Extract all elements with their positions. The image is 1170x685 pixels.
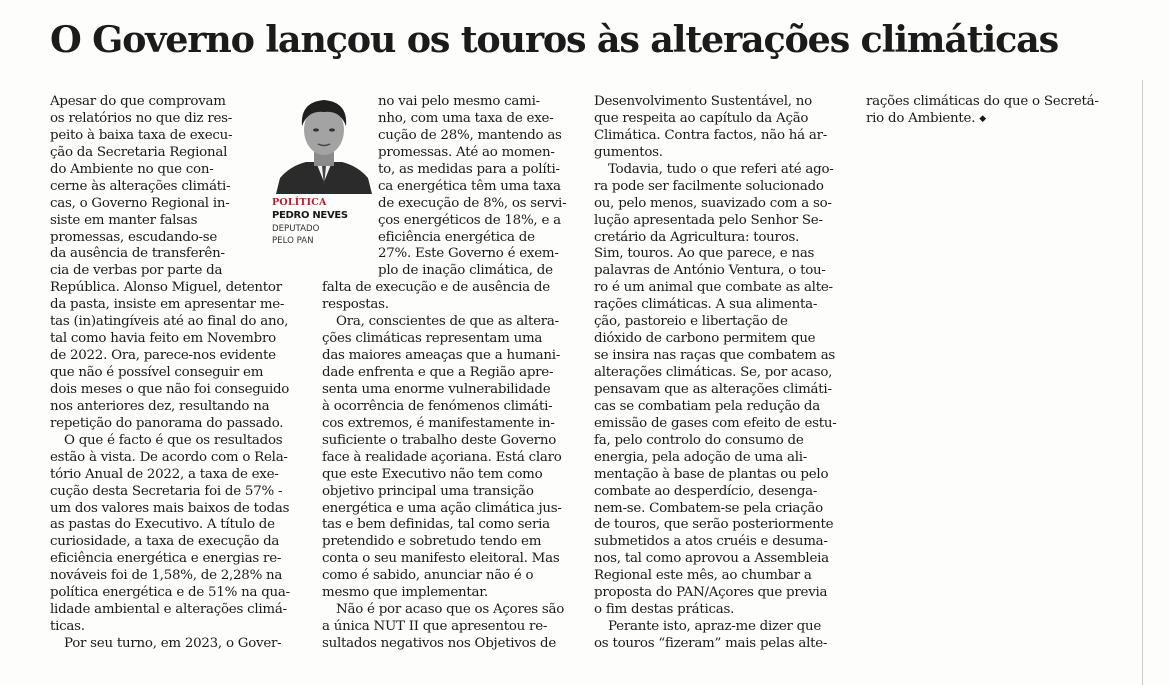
text-line: Não é por acaso que os Açores são bbox=[336, 602, 565, 618]
text-line: os touros “fizeram” mais pelas alte- bbox=[594, 636, 828, 651]
text-line: tório Anual de 2022, a taxa de exe- bbox=[50, 466, 279, 482]
text-line: das maiores ameaças que a humani- bbox=[322, 348, 561, 364]
text-line: ção da Secretaria Regional bbox=[50, 144, 228, 160]
text-line: submetidos a atos cruéis e desuma- bbox=[594, 534, 828, 550]
text-line: Desenvolvimento Sustentável, no bbox=[594, 94, 812, 109]
text-line: cas, o Governo Regional in- bbox=[50, 195, 230, 211]
text-line: tas (in)atingíveis até ao final do ano, bbox=[50, 314, 289, 330]
article-column-1 bbox=[50, 94, 300, 653]
text-line: no vai pelo mesmo cami- bbox=[378, 94, 540, 109]
text-line: nos, tal como aprovou a Assembleia bbox=[594, 551, 829, 567]
text-line: de execução de 8%, os servi- bbox=[378, 195, 567, 211]
text-line: estão à vista. De acordo com o Rela- bbox=[50, 449, 288, 465]
text-line: lidade ambiental e alterações climá- bbox=[50, 602, 287, 618]
text-line: ticas. bbox=[50, 619, 85, 635]
text-line: senta uma enorme vulnerabilidade bbox=[322, 381, 551, 397]
text-line: peito à baixa taxa de execu- bbox=[50, 127, 233, 143]
text-line: cretário da Agricultura: touros. bbox=[594, 229, 800, 245]
section-label: POLÍTICA bbox=[272, 197, 327, 208]
text-line: nos anteriores dez, resultando na bbox=[50, 398, 270, 414]
text-line: respostas. bbox=[322, 297, 389, 313]
text-line: ção, pastoreio e libertação de bbox=[594, 314, 788, 330]
text-line: sultados negativos nos Objetivos de bbox=[322, 636, 557, 651]
text-line: os relatórios no que diz res- bbox=[50, 110, 233, 126]
text-line: gumentos. bbox=[594, 144, 663, 160]
text-line: ca energética têm uma taxa bbox=[378, 178, 561, 194]
text-line: fa, pelo controlo do consumo de bbox=[594, 432, 804, 448]
text-line: cia de verbas por parte da bbox=[50, 263, 223, 279]
text-line: Apesar do que comprovam bbox=[50, 94, 226, 109]
text-line: rio do Ambiente. bbox=[866, 110, 976, 126]
text-line: Sim, touros. Ao que parece, e nas bbox=[594, 246, 815, 262]
text-line: emissão de gases com efeito de estu- bbox=[594, 415, 837, 431]
text-line: pensavam que as alterações climáti- bbox=[594, 381, 832, 397]
text-line: ções climáticas representam uma bbox=[322, 331, 543, 347]
author-role: DEPUTADO PELO PAN bbox=[272, 224, 320, 246]
text-line: conta o seu manifesto eleitoral. Mas bbox=[322, 551, 560, 567]
text-line: energética e uma ação climática jus- bbox=[322, 500, 562, 516]
text-line: objetivo principal uma transição bbox=[322, 483, 534, 499]
text-line: ços energéticos de 18%, e a bbox=[378, 212, 561, 228]
text-line: que este Executivo não tem como bbox=[322, 466, 543, 482]
article-column-3 bbox=[594, 94, 844, 653]
text-line: as pastas do Executivo. A título de bbox=[50, 517, 275, 533]
text-line: como é sabido, anunciar não é o bbox=[322, 568, 534, 584]
text-line: O que é facto é que os resultados bbox=[64, 432, 283, 448]
text-line: Climática. Contra factos, não há ar- bbox=[594, 127, 828, 143]
text-line: eficiência energética e energias re- bbox=[50, 551, 282, 567]
text-line: cerne às alterações climáti- bbox=[50, 178, 231, 194]
text-line: do Ambiente no que con- bbox=[50, 161, 214, 177]
text-line: ra pode ser facilmente solucionado bbox=[594, 178, 824, 194]
text-line: ou, pelo menos, suavizado com a so- bbox=[594, 195, 832, 211]
text-line: da ausência de transferên- bbox=[50, 246, 225, 262]
article-column-4 bbox=[866, 94, 1116, 128]
text-line: Por seu turno, em 2023, o Gover- bbox=[64, 636, 282, 651]
text-line: nho, com uma taxa de exe- bbox=[378, 110, 554, 126]
text-line: dióxido de carbono permitem que bbox=[594, 331, 816, 347]
text-line: Ora, conscientes de que as altera- bbox=[336, 314, 559, 330]
text-line: cução desta Secretaria foi de 57% - bbox=[50, 483, 283, 499]
headline: O Governo lançou os touros às alterações climáticas bbox=[50, 18, 1058, 61]
text-line: promessas, escudando-se bbox=[50, 229, 218, 245]
text-line: promessas. Até ao momen- bbox=[378, 144, 555, 160]
text-line: República. Alonso Miguel, detentor bbox=[50, 280, 282, 296]
text-line: eficiência energética de bbox=[378, 229, 535, 245]
text-line: palavras de António Ventura, o tou- bbox=[594, 263, 826, 279]
text-line: combate ao desperdício, desenga- bbox=[594, 483, 818, 499]
text-line: proposta do PAN/Açores que previa bbox=[594, 585, 828, 601]
text-line: cos extremos, é manifestamente in- bbox=[322, 415, 555, 431]
text-line: lução apresentada pelo Senhor Se- bbox=[594, 212, 823, 228]
text-line: pretendido e sobretudo tendo em bbox=[322, 534, 542, 550]
text-line: rações climáticas. A sua alimenta- bbox=[594, 297, 818, 313]
text-line: energia, pela adoção de uma ali- bbox=[594, 449, 808, 465]
text-line: da pasta, insiste em apresentar me- bbox=[50, 297, 285, 313]
text-line: face à realidade açoriana. Está claro bbox=[322, 449, 562, 465]
text-line: nováveis foi de 1,58%, de 2,28% na bbox=[50, 568, 283, 584]
text-line: rações climáticas do que o Secretá- bbox=[866, 94, 1099, 109]
author-name: PEDRO NEVES bbox=[272, 210, 348, 221]
text-line: à ocorrência de fenómenos climáti- bbox=[322, 398, 553, 414]
text-line: dois meses o que não foi conseguido bbox=[50, 381, 290, 397]
text-line: to, as medidas para a políti- bbox=[378, 161, 560, 177]
text-line: um dos valores mais baixos de todas bbox=[50, 500, 290, 516]
text-line: cas se combatiam pela redução da bbox=[594, 398, 820, 414]
text-line: tas e bem definidas, tal como seria bbox=[322, 517, 550, 533]
column-rule bbox=[1142, 80, 1143, 685]
text-line: plo de inação climática, de bbox=[378, 263, 553, 279]
text-line: 27%. Este Governo é exem- bbox=[378, 246, 559, 262]
text-line: siste em manter falsas bbox=[50, 212, 198, 228]
text-line: suficiente o trabalho deste Governo bbox=[322, 432, 557, 448]
text-line: dade enfrenta e que a Região apre- bbox=[322, 365, 554, 380]
text-line: falta de execução e de ausência de bbox=[322, 280, 550, 296]
text-line: política energética e de 51% na qua- bbox=[50, 585, 290, 601]
end-mark-icon: ◆ bbox=[979, 113, 986, 124]
text-line: alterações climáticas. Se, por acaso, bbox=[594, 365, 833, 380]
text-line: tal como havia feito em Novembro bbox=[50, 331, 276, 347]
text-line: cução de 28%, mantendo as bbox=[378, 127, 562, 143]
text-line: Todavia, tudo o que referi até ago- bbox=[608, 161, 834, 177]
text-line: a única NUT II que apresentou re- bbox=[322, 619, 548, 635]
text-line: mentação à base de plantas ou pelo bbox=[594, 466, 829, 482]
text-line: repetição do panorama do passado. bbox=[50, 415, 284, 431]
text-line: que respeita ao capítulo da Ação bbox=[594, 110, 809, 126]
text-line: Regional este mês, ao chumbar a bbox=[594, 568, 812, 584]
text-line: ro é um animal que combate as alte- bbox=[594, 280, 833, 296]
text-line-with-endmark bbox=[866, 111, 1116, 128]
text-line: curiosidade, a taxa de execução da bbox=[50, 534, 280, 550]
text-line: que não é possível conseguir em bbox=[50, 365, 264, 380]
text-line: mesmo que implementar. bbox=[322, 585, 488, 601]
text-line: de 2022. Ora, parece-nos evidente bbox=[50, 348, 276, 364]
article-column-2 bbox=[322, 94, 572, 653]
text-line: de touros, que serão posteriormente bbox=[594, 517, 834, 533]
text-line: nem-se. Combatem-se pela criação bbox=[594, 500, 823, 516]
text-line: o fim destas práticas. bbox=[594, 602, 735, 618]
text-line: se insira nas raças que combatem as bbox=[594, 348, 836, 364]
text-line: Perante isto, apraz-me dizer que bbox=[608, 619, 822, 635]
